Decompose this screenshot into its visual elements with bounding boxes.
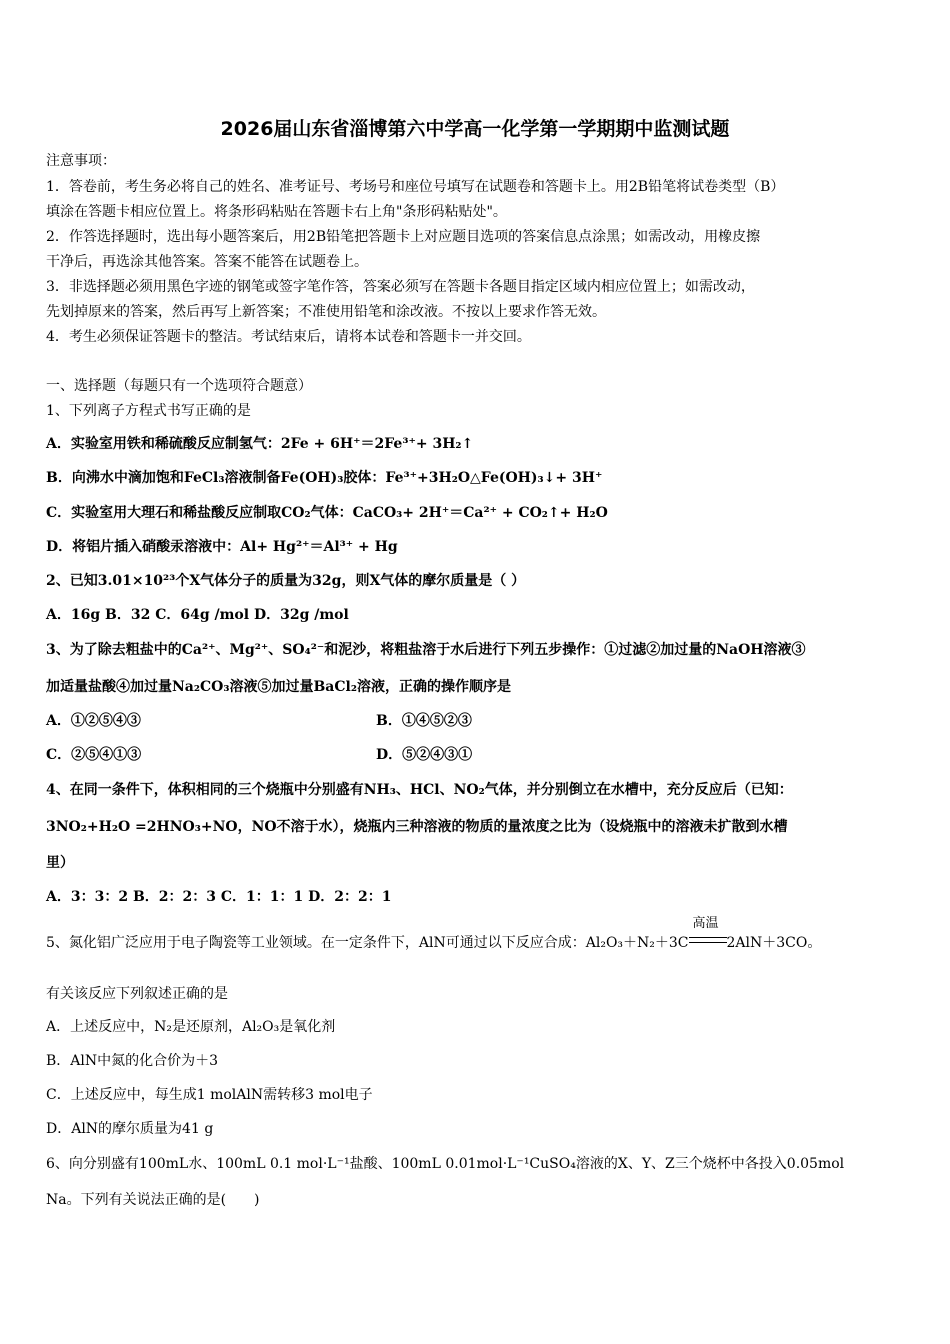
option-a: A．①②⑤④③ (46, 713, 141, 729)
condition-label: 高温 (692, 916, 719, 931)
question-stem: 6、向分别盛有100mL水、100mL 0.1 mol·L⁻¹盐酸、100mL 0.01mol·L⁻¹CuSO₄溶液的X、Y、Z三个烧杯中各投入0.05mol (46, 1156, 845, 1172)
question-stem: 1、下列离子方程式书写正确的是 (46, 403, 251, 419)
option-b: B．向沸水中滴加饱和FeCl₃溶液制备Fe(OH)₃胶体：Fe³⁺+3H₂O△Fe(OH)₃↓+ 3H⁺ (46, 470, 603, 486)
question-stem (46, 916, 822, 953)
notice-line: 2．作答选择题时，选出每小题答案后，用2B铅笔把答题卡上对应题目选项的答案信息点涂黑；如需改动，用橡皮擦 (46, 229, 761, 245)
question-stem: 3、为了除去粗盐中的Ca²⁺、Mg²⁺、SO₄²⁻和泥沙，将粗盐溶于水后进行下列五步操作：①过滤②加过量的NaOH溶液③ (46, 642, 806, 658)
section-heading: 一、选择题（每题只有一个选项符合题意） (46, 378, 312, 394)
option-c: C．上述反应中，每生成1 molAlN需转移3 mol电子 (46, 1087, 373, 1103)
notice-line: 4．考生必须保证答题卡的整洁。考试结束后，请将本试卷和答题卡一并交回。 (46, 329, 531, 345)
option-b: B．AlN中氮的化合价为＋3 (46, 1053, 219, 1069)
question-stem: 里） (46, 855, 74, 871)
question-options: A．16g B．32 C．64g /mol D．32g /mol (46, 607, 349, 623)
question-stem: 有关该反应下列叙述正确的是 (46, 986, 228, 1002)
option-d: D．AlN的摩尔质量为41 g (46, 1121, 214, 1137)
option-b: B．①④⑤②③ (376, 713, 472, 729)
question-stem: 2、已知3.01×10²³个X气体分子的质量为32g，则X气体的摩尔质量是（ ） (46, 573, 526, 589)
notice-line: 3．非选择题必须用黑色字迹的钢笔或签字笔作答，答案必须写在答题卡各题目指定区域内相应位置上；如需改动， (46, 279, 755, 295)
question-stem: Na。下列有关说法正确的是( ) (46, 1192, 260, 1208)
option-c: C．实验室用大理石和稀盐酸反应制取CO₂气体：CaCO₃+ 2H⁺＝Ca²⁺ + CO₂↑+ H₂O (46, 505, 608, 521)
question-options: A．3：3：2 B．2：2：3 C．1：1：1 D．2：2：1 (46, 889, 392, 905)
question-stem: 加适量盐酸④加过量Na₂CO₃溶液⑤加过量BaCl₂溶液，正确的操作顺序是 (46, 679, 511, 695)
notice-line: 干净后，再选涂其他答案。答案不能答在试题卷上。 (46, 254, 368, 270)
option-a: A．上述反应中，N₂是还原剂，Al₂O₃是氧化剂 (46, 1019, 336, 1035)
reaction-condition (689, 916, 727, 953)
equation-left: 5、氮化铝广泛应用于电子陶瓷等工业领域。在一定条件下，AlN可通过以下反应合成：Al₂O₃＋N₂＋3C (46, 935, 689, 951)
question-stem: 3NO₂+H₂O =2HNO₃+NO，NO不溶于水），烧瓶内三种溶液的物质的量浓度之比为（设烧瓶中的溶液未扩散到水槽 (46, 819, 788, 835)
notice-heading: 注意事项： (46, 153, 116, 169)
page-title: 2026届山东省淄博第六中学高一化学第一学期期中监测试题 (220, 118, 730, 140)
question-stem: 4、在同一条件下，体积相同的三个烧瓶中分别盛有NH₃、HCl、NO₂气体，并分别倒立在水槽中，充分反应后（已知： (46, 782, 793, 798)
notice-line: 1．答卷前，考生务必将自己的姓名、准考证号、考场号和座位号填写在试题卷和答题卡上。用2B铅笔将试卷类型（B） (46, 179, 785, 195)
option-d: D．将铝片插入硝酸汞溶液中：Al+ Hg²⁺＝Al³⁺ + Hg (46, 539, 398, 555)
notice-line: 填涂在答题卡相应位置上。将条形码粘贴在答题卡右上角"条形码粘贴处"。 (46, 204, 507, 220)
option-d: D．⑤②④③① (376, 747, 473, 763)
equals-bar (689, 937, 727, 943)
notice-line: 先划掉原来的答案，然后再写上新答案；不准使用铅笔和涂改液。不按以上要求作答无效。 (46, 304, 606, 320)
option-row (46, 711, 472, 731)
option-a: A．实验室用铁和稀硫酸反应制氢气：2Fe + 6H⁺＝2Fe³⁺+ 3H₂↑ (46, 436, 474, 452)
equation-right: 2AlN＋3CO。 (726, 935, 822, 951)
option-row (46, 745, 473, 765)
option-c: C．②⑤④①③ (46, 747, 142, 763)
